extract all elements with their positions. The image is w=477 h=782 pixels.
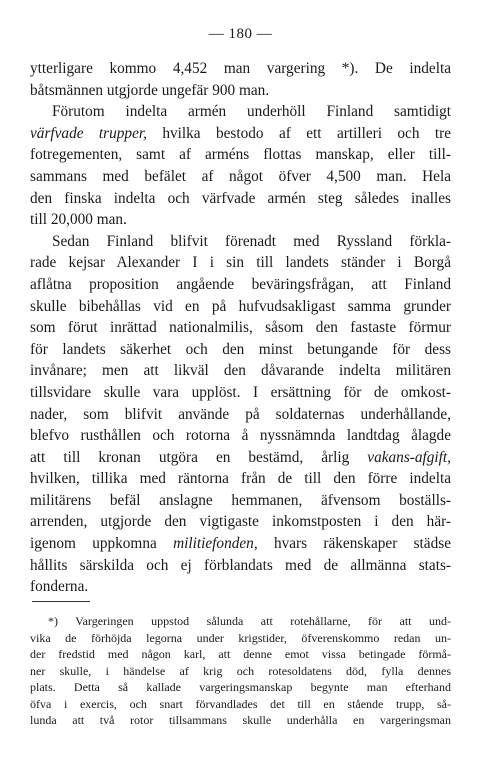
text-run: nader, som blifvit använde på soldaternas underhållande,	[30, 405, 451, 423]
text-run: att till kronan utgöra en bestämd, årlig	[30, 448, 368, 466]
text-line	[30, 490, 451, 512]
text-line	[30, 188, 451, 210]
paragraph-1	[30, 58, 451, 101]
text-line	[30, 425, 451, 447]
text-run: militärens befäl anslagne hemmanen, äfvensom boställs-	[30, 491, 451, 509]
text-line	[30, 296, 451, 318]
text-run: den finska indelta och värfvade armén steg således inalles	[30, 189, 451, 207]
italic-term: värfvade trupper,	[30, 124, 147, 142]
text-line	[30, 144, 451, 166]
text-line	[30, 101, 451, 123]
text-line	[30, 533, 451, 555]
text-line	[30, 339, 451, 361]
footnote-line: lunda att två rotor tillsammans skulle underhålla en vargeringsman	[30, 713, 451, 727]
text-run: skulle bibehållas vid en på hufvudsakligast samma grunder	[30, 297, 451, 315]
text-run: invånare; men att likväl den dåvarande indelta militären	[30, 362, 451, 380]
paragraph-3	[30, 231, 451, 598]
italic-term: vakans-afgift,	[367, 448, 451, 466]
text-run: tillsvidare skulle vara upplöst. I ersättning för de omkost-	[30, 383, 451, 401]
text-line	[30, 468, 451, 490]
text-line: ytterligare kommo 4,452 man vargering *). De indelta	[30, 60, 451, 77]
italic-term: militiefonden,	[173, 535, 258, 553]
text-run: sammans med befälet af något öfver 4,500 man. Hela	[30, 167, 451, 185]
text-line	[30, 166, 451, 188]
text-run: till 20,000 man.	[30, 211, 127, 229]
footnote-line: öfva i exercis, och snart förvandlades det till en stående trupp, så-	[30, 696, 451, 711]
paragraph-2	[30, 101, 451, 231]
text-run: arrenden, utgjorde den vigtigaste inkomstposten i den här-	[30, 513, 451, 531]
footnote-line: ner skulle, i händelse af krig och rotesoldatens död, fylla dennes	[30, 663, 451, 678]
footnote-line: vika de förhöjda legorna under krigstider, öfverenskommo redan un-	[30, 630, 451, 645]
text-line	[30, 231, 451, 253]
text-run: fotregementen, samt af arméns flottas manskap, eller till-	[30, 146, 451, 164]
text-line	[30, 317, 451, 339]
text-line	[30, 252, 451, 274]
text-run: för landets säkerhet och den minst betungande för dess	[30, 340, 451, 358]
text-line	[30, 123, 451, 145]
text-run: hvilken, tillika med räntorna från de till den förre indelta	[30, 470, 451, 488]
text-line	[30, 447, 451, 469]
text-line	[30, 576, 451, 598]
footnote-line: *) Vargeringen uppstod sålunda att rotehållarne, för att und-	[48, 614, 451, 628]
page-number: — 180 —	[208, 26, 273, 42]
text-run: aflåtna proposition angående beväringsfrågan, att Finland	[30, 275, 451, 293]
footnote-separator	[32, 601, 90, 602]
text-run: blefvo rusthållen och rotorna å nyssnämnda landtdag ålagde	[30, 427, 451, 445]
text-run: igenom uppkomna	[30, 535, 174, 553]
text-run: rade kejsar Alexander I i sin till landets ständer i Borgå	[30, 254, 451, 272]
text-line	[30, 209, 451, 231]
text-line	[30, 382, 451, 404]
text-run: hvilka bestodo af ett artilleri och tre	[146, 124, 451, 142]
text-run: fonderna.	[30, 578, 89, 596]
text-line: båtsmännen utgjorde ungefär 900 man.	[30, 81, 270, 99]
text-run: Sedan Finland blifvit förenadt med Ryssland förkla-	[52, 232, 451, 250]
text-line	[30, 555, 451, 577]
text-line	[30, 511, 451, 533]
text-line	[30, 274, 451, 296]
footnote-line: plats. Detta så kallade vargeringsmanskap begynte man efterhand	[30, 680, 451, 694]
text-line	[30, 360, 451, 382]
text-run: hvars räkenskaper städse	[257, 535, 451, 553]
text-line	[30, 404, 451, 426]
text-run: Förutom indelta armén underhöll Finland samtidigt	[52, 103, 451, 121]
text-run: som förut inrättad nationalmilis, såsom den fastaste förmur	[30, 319, 451, 337]
text-run: hållits särskilda och ej förblandats med de allmänna stats-	[30, 556, 451, 574]
footnote-line: der fredstid med någon karl, att denne emot vissa betingade förmå-	[30, 647, 451, 661]
body-text	[30, 58, 451, 598]
book-page	[30, 0, 451, 782]
footnote	[30, 613, 451, 729]
